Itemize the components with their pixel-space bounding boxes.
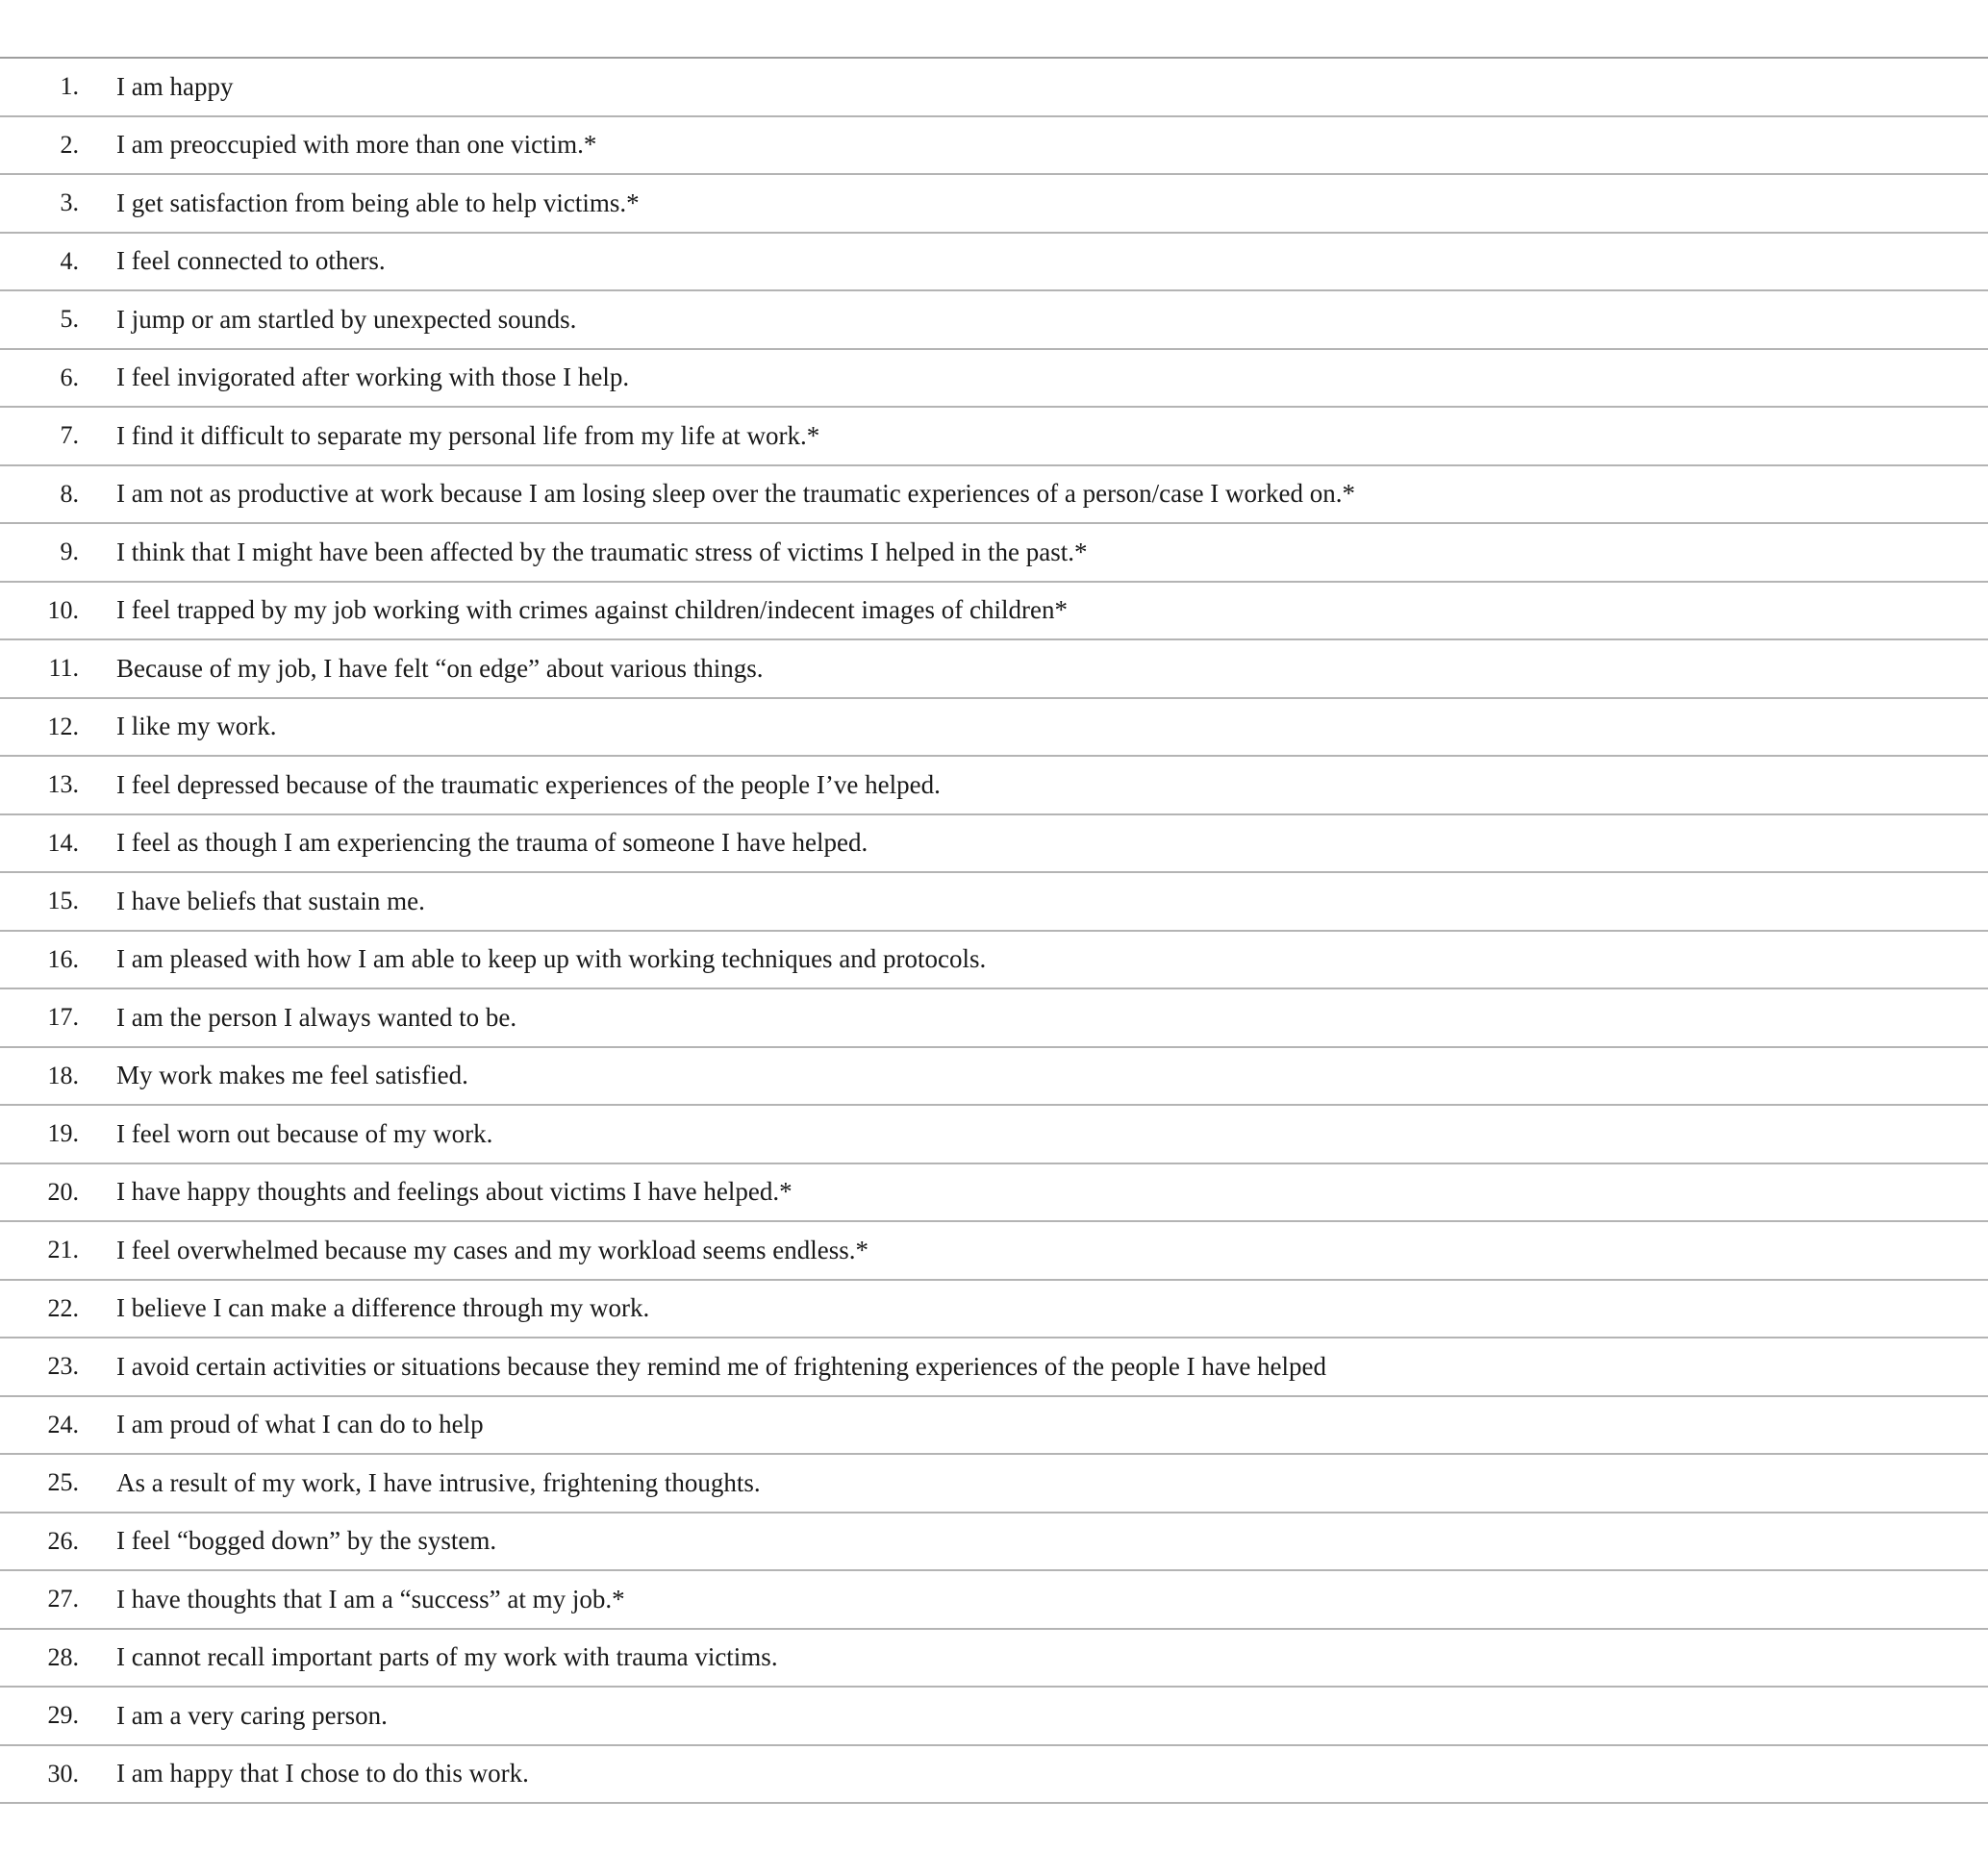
item-number: 6.: [60, 363, 79, 391]
table-row: [0, 1281, 1988, 1339]
item-statement: I jump or am startled by unexpected sounds.: [116, 304, 577, 334]
table-row: [0, 873, 1988, 932]
item-number: 30.: [47, 1759, 79, 1788]
item-number: 11.: [48, 654, 79, 683]
item-number: 14.: [47, 828, 79, 857]
item-statement: I feel “bogged down” by the system.: [116, 1526, 497, 1556]
item-number: 23.: [47, 1352, 79, 1381]
item-number: 2.: [60, 130, 79, 159]
item-statement: I feel depressed because of the traumatic experiences of the people I’ve helped.: [116, 769, 941, 799]
table-row: [0, 1688, 1988, 1746]
table-row: [0, 699, 1988, 758]
item-number: 9.: [60, 538, 79, 566]
table-row: [0, 1338, 1988, 1397]
table-row: [0, 815, 1988, 874]
item-statement: I have thoughts that I am a “success” at my job.*: [116, 1584, 625, 1613]
item-statement: I get satisfaction from being able to help victims.*: [116, 188, 640, 217]
item-number: 26.: [47, 1526, 79, 1555]
item-number: 12.: [47, 712, 79, 740]
table-row: [0, 234, 1988, 292]
item-number: 28.: [47, 1642, 79, 1671]
table-row: [0, 1455, 1988, 1513]
item-number: 17.: [47, 1003, 79, 1032]
table-row: [0, 583, 1988, 641]
item-statement: I feel worn out because of my work.: [116, 1118, 493, 1148]
table-row: [0, 757, 1988, 815]
table-row: [0, 932, 1988, 990]
item-statement: I have happy thoughts and feelings about victims I have helped.*: [116, 1177, 793, 1207]
item-number: 3.: [60, 188, 79, 217]
item-statement: I find it difficult to separate my personal life from my life at work.*: [116, 420, 820, 450]
table-row: [0, 59, 1988, 117]
item-statement: I believe I can make a difference through my work.: [116, 1293, 650, 1323]
table-row: [0, 1513, 1988, 1572]
questionnaire-table: [0, 57, 1988, 1804]
item-number: 18.: [47, 1061, 79, 1089]
item-statement: My work makes me feel satisfied.: [116, 1061, 468, 1090]
item-statement: I am a very caring person.: [116, 1700, 388, 1730]
item-number: 24.: [47, 1410, 79, 1438]
table-row: [0, 1571, 1988, 1630]
table-row: [0, 989, 1988, 1048]
table-row: [0, 524, 1988, 583]
item-number: 27.: [47, 1585, 79, 1613]
item-statement: Because of my job, I have felt “on edge” about various things.: [116, 653, 764, 683]
table-row: [0, 1630, 1988, 1688]
item-number: 7.: [60, 421, 79, 450]
item-statement: I cannot recall important parts of my work with trauma victims.: [116, 1642, 778, 1672]
item-statement: I feel as though I am experiencing the trauma of someone I have helped.: [116, 828, 868, 858]
table-row: [0, 466, 1988, 525]
item-number: 16.: [47, 944, 79, 973]
item-statement: I like my work.: [116, 712, 277, 741]
table-row: [0, 175, 1988, 234]
item-number: 25.: [47, 1468, 79, 1497]
item-number: 19.: [47, 1119, 79, 1148]
item-statement: I have beliefs that sustain me.: [116, 886, 425, 915]
item-number: 13.: [47, 770, 79, 799]
table-row: [0, 1746, 1988, 1805]
item-statement: I am happy: [116, 71, 234, 101]
item-statement: I feel overwhelmed because my cases and my workload seems endless.*: [116, 1235, 868, 1264]
table-row: [0, 1222, 1988, 1281]
item-statement: I think that I might have been affected by the traumatic stress of victims I helped in the past.*: [116, 537, 1088, 566]
item-statement: I am preoccupied with more than one victim.*: [116, 130, 597, 160]
table-row: [0, 1106, 1988, 1164]
item-statement: I am the person I always wanted to be.: [116, 1002, 517, 1032]
item-number: 10.: [47, 595, 79, 624]
item-statement: I feel connected to others.: [116, 246, 386, 276]
item-statement: As a result of my work, I have intrusive, frightening thoughts.: [116, 1467, 761, 1497]
table-row: [0, 640, 1988, 699]
item-number: 5.: [60, 305, 79, 334]
table-row: [0, 1048, 1988, 1107]
item-statement: I am pleased with how I am able to keep up with working techniques and protocols.: [116, 944, 987, 974]
item-statement: I feel trapped by my job working with crimes against children/indecent images of children*: [116, 595, 1068, 625]
item-statement: I feel invigorated after working with those I help.: [116, 363, 630, 392]
table-row: [0, 291, 1988, 350]
table-row: [0, 408, 1988, 466]
item-number: 22.: [47, 1293, 79, 1322]
item-number: 4.: [60, 246, 79, 275]
item-statement: I am not as productive at work because I am losing sleep over the traumatic experiences of a person/case I worked on.*: [116, 479, 1356, 509]
item-statement: I avoid certain activities or situations because they remind me of frightening experiences of the people I have helped: [116, 1351, 1327, 1381]
item-number: 15.: [47, 887, 79, 915]
table-row: [0, 1397, 1988, 1456]
item-statement: I am proud of what I can do to help: [116, 1410, 484, 1439]
table-row: [0, 350, 1988, 409]
table-row: [0, 1164, 1988, 1223]
item-number: 20.: [47, 1177, 79, 1206]
item-number: 29.: [47, 1701, 79, 1730]
item-number: 8.: [60, 479, 79, 508]
item-statement: I am happy that I chose to do this work.: [116, 1759, 529, 1788]
item-number: 1.: [60, 72, 79, 101]
item-number: 21.: [47, 1236, 79, 1264]
table-row: [0, 117, 1988, 176]
